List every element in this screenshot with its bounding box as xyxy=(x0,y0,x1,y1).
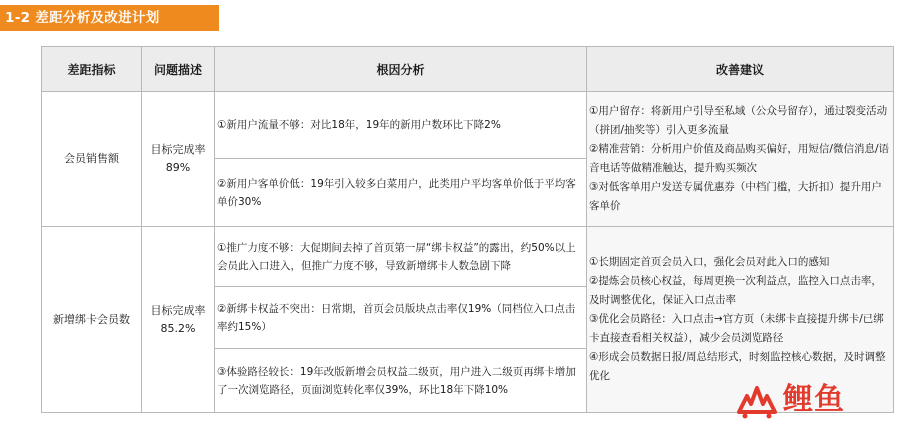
completion-label: 目标完成率 xyxy=(150,303,206,317)
table-header-row xyxy=(42,47,894,92)
root-cause-cell: ①新用户流量不够：对比18年，19年的新用户数环比下降2% xyxy=(215,92,587,159)
brand-watermark xyxy=(733,378,903,424)
completion-value: 89% xyxy=(165,161,191,174)
flame-logo-icon xyxy=(733,382,781,420)
suggestion-item: ②提炼会员核心权益，每周更换一次利益点，监控入口点击率，及时调整优化，保证入口点击率 xyxy=(589,275,882,306)
suggestion-item: ③对低客单用户发送专属优惠券（中档门槛，大折扣）提升用户客单价 xyxy=(589,181,882,212)
header-gap-metric: 差距指标 xyxy=(42,47,142,92)
completion-label: 目标完成率 xyxy=(150,143,206,156)
suggestion-cell xyxy=(587,92,894,227)
description-cell xyxy=(142,92,215,227)
header-improvement: 改善建议 xyxy=(587,47,894,92)
metric-cell: 新增绑卡会员数 xyxy=(42,227,142,413)
header-problem-description: 问题描述 xyxy=(142,47,215,92)
suggestion-item: ③优化会员路径：入口点击→官方页（未绑卡直接提升绑卡/已绑卡直接查看相关权益），减少会员浏览路径 xyxy=(589,313,884,344)
header-root-cause: 根因分析 xyxy=(215,47,587,92)
watermark-text: 鲤鱼 xyxy=(783,382,845,417)
suggestion-item: ④形成会员数据日报/周总结形式，时刻监控核心数据，及时调整优化 xyxy=(589,351,886,382)
root-cause-cell: ③体验路径较长：19年改版新增会员权益二级页，用户进入二级页再绑卡增加了一次浏览路径，页面浏览转化率仅39%，环比18年下降10% xyxy=(215,349,587,413)
table-row xyxy=(42,92,894,159)
metric-cell: 会员销售额 xyxy=(42,92,142,227)
description-cell xyxy=(142,227,215,413)
suggestion-item: ①用户留存：将新用户引导至私域（公众号留存），通过裂变活动（拼团/抽奖等）引入更多流量 xyxy=(589,105,888,136)
suggestion-item: ②精准营销：分析用户价值及商品购买偏好，用短信/微信消息/语音电话等做精准触达，提升购买频次 xyxy=(589,143,889,174)
section-title: 1-2 差距分析及改进计划 xyxy=(0,5,219,31)
table-row xyxy=(42,227,894,287)
root-cause-cell: ②新用户客单价低：19年引入较多白菜用户，此类用户平均客单价低于平均客单价30% xyxy=(215,159,587,227)
gap-analysis-table xyxy=(41,46,894,413)
suggestion-item: ①长期固定首页会员入口，强化会员对此入口的感知 xyxy=(589,256,830,268)
root-cause-cell: ②新绑卡权益不突出：日常期，首页会员版块点击率仅19%（同档位入口点击率约15%） xyxy=(215,287,587,349)
root-cause-cell: ①推广力度不够：大促期间去掉了首页第一屏“绑卡权益”的露出，约50%以上会员此入口进入，但推广力度不够，导致新增绑卡人数急剧下降 xyxy=(215,227,587,287)
completion-value: 85.2% xyxy=(160,321,196,335)
